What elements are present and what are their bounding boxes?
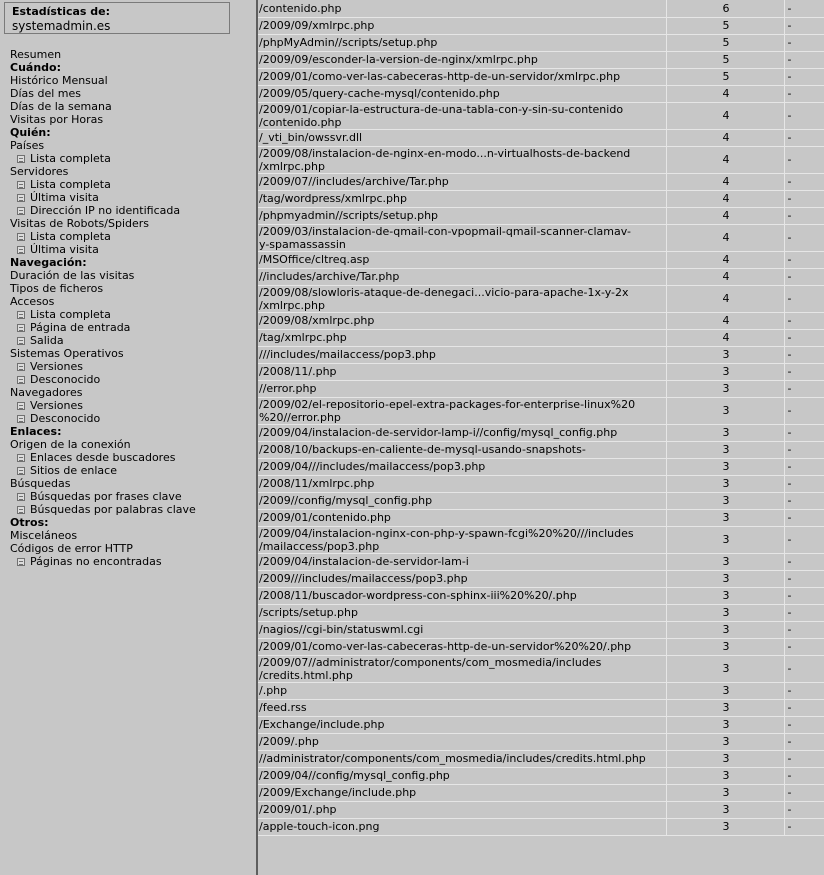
stats-label: Estadísticas de: (12, 5, 111, 18)
referrer-cell: - (784, 818, 824, 835)
referrer-cell: - (784, 0, 824, 17)
menu-link[interactable]: Histórico Mensual (10, 74, 108, 87)
table-row (258, 85, 824, 102)
referrer-cell: - (784, 129, 824, 146)
url-cell: /phpmyadmin//scripts/setup.php (258, 207, 666, 224)
menu-link[interactable]: Visitas de Robots/Spiders (10, 217, 150, 230)
menu-section-heading: Enlaces: (10, 425, 62, 438)
referrer-cell: - (784, 587, 824, 604)
hits-cell: 3 (666, 526, 784, 553)
menu-subitem[interactable] (10, 360, 196, 373)
hits-cell: 5 (666, 17, 784, 34)
list-icon (17, 558, 25, 566)
table-row (258, 587, 824, 604)
menu-subitem-label: Última visita (30, 243, 99, 256)
pages-table-panel (258, 0, 824, 875)
table-row (258, 492, 824, 509)
table-row (258, 801, 824, 818)
url-cell: /2009/Exchange/include.php (258, 784, 666, 801)
hits-cell: 5 (666, 51, 784, 68)
url-cell: /2009/03/instalacion-de-qmail-con-vpopmail-qmail-scanner-clamav- y-spamassassin (258, 224, 666, 251)
menu-subitem-label: Desconocido (30, 412, 101, 425)
url-cell: /2009/09/esconder-la-version-de-nginx/xmlrpc.php (258, 51, 666, 68)
hits-cell: 3 (666, 682, 784, 699)
table-row (258, 475, 824, 492)
referrer-cell: - (784, 34, 824, 51)
menu-subitem-label: Desconocido (30, 373, 101, 386)
referrer-cell: - (784, 397, 824, 424)
table-row (258, 346, 824, 363)
referrer-cell: - (784, 363, 824, 380)
url-cell: /2009/04/instalacion-nginx-con-php-y-spawn-fcgi%20%20///includes /mailaccess/pop3.php (258, 526, 666, 553)
referrer-cell: - (784, 85, 824, 102)
table-row (258, 441, 824, 458)
referrer-cell: - (784, 146, 824, 173)
hits-cell: 4 (666, 207, 784, 224)
url-cell: /tag/xmlrpc.php (258, 329, 666, 346)
site-box (4, 2, 230, 34)
hits-cell: 3 (666, 570, 784, 587)
table-row (258, 767, 824, 784)
table-row (258, 699, 824, 716)
table-row (258, 380, 824, 397)
table-row (258, 329, 824, 346)
hits-cell: 4 (666, 146, 784, 173)
hits-cell: 4 (666, 285, 784, 312)
table-row (258, 173, 824, 190)
url-cell: /2009///includes/mailaccess/pop3.php (258, 570, 666, 587)
menu-section-heading: Quién: (10, 126, 51, 139)
menu-subitem-label: Última visita (30, 191, 99, 204)
menu-subitem-label: Enlaces desde buscadores (30, 451, 176, 464)
hits-cell: 3 (666, 458, 784, 475)
hits-cell: 4 (666, 329, 784, 346)
url-cell: //includes/archive/Tar.php (258, 268, 666, 285)
list-icon (17, 454, 25, 462)
referrer-cell: - (784, 285, 824, 312)
list-icon (17, 311, 25, 319)
menu-section-heading: Cuándo: (10, 61, 61, 74)
hits-cell: 3 (666, 750, 784, 767)
referrer-cell: - (784, 553, 824, 570)
table-row (258, 682, 824, 699)
list-icon (17, 194, 25, 202)
url-cell: /apple-touch-icon.png (258, 818, 666, 835)
hits-cell: 4 (666, 190, 784, 207)
table-row (258, 570, 824, 587)
menu-subitem-label: Lista completa (30, 230, 111, 243)
menu-subitem[interactable] (10, 308, 196, 321)
referrer-cell: - (784, 682, 824, 699)
url-cell: /feed.rss (258, 699, 666, 716)
table-row (258, 458, 824, 475)
url-cell: /2009/09/xmlrpc.php (258, 17, 666, 34)
menu-subitem-label: Lista completa (30, 178, 111, 191)
referrer-cell: - (784, 312, 824, 329)
list-icon (17, 181, 25, 189)
list-icon (17, 493, 25, 501)
table-row (258, 733, 824, 750)
hits-cell: 4 (666, 85, 784, 102)
menu-subitem[interactable] (10, 503, 196, 516)
hits-cell: 4 (666, 129, 784, 146)
referrer-cell: - (784, 329, 824, 346)
url-cell: /nagios//cgi-bin/statuswml.cgi (258, 621, 666, 638)
url-cell: /2009/05/query-cache-mysql/contenido.php (258, 85, 666, 102)
pages-table (258, 0, 824, 836)
referrer-cell: - (784, 17, 824, 34)
referrer-cell: - (784, 424, 824, 441)
table-row (258, 51, 824, 68)
hits-cell: 3 (666, 363, 784, 380)
referrer-cell: - (784, 51, 824, 68)
table-row (258, 17, 824, 34)
table-row (258, 784, 824, 801)
menu-section-heading: Otros: (10, 516, 49, 529)
hits-cell: 3 (666, 346, 784, 363)
url-cell: /contenido.php (258, 0, 666, 17)
menu-link[interactable]: Sistemas Operativos (10, 347, 124, 360)
hits-cell: 4 (666, 173, 784, 190)
menu-link[interactable]: Tipos de ficheros (10, 282, 104, 295)
hits-cell: 3 (666, 655, 784, 682)
referrer-cell: - (784, 638, 824, 655)
menu-link[interactable]: Duración de las visitas (10, 269, 135, 282)
menu-subitem[interactable] (10, 321, 196, 334)
referrer-cell: - (784, 750, 824, 767)
url-cell: /2009/04//config/mysql_config.php (258, 767, 666, 784)
url-cell: /2009/04///includes/mailaccess/pop3.php (258, 458, 666, 475)
referrer-cell: - (784, 699, 824, 716)
url-cell: /2009/01/copiar-la-estructura-de-una-tabla-con-y-sin-su-contenido /contenido.php (258, 102, 666, 129)
table-row (258, 604, 824, 621)
url-cell: //administrator/components/com_mosmedia/includes/credits.html.php (258, 750, 666, 767)
hits-cell: 3 (666, 638, 784, 655)
menu-link[interactable]: Búsquedas (10, 477, 71, 490)
hits-cell: 3 (666, 492, 784, 509)
table-row (258, 68, 824, 85)
url-cell: /phpMyAdmin//scripts/setup.php (258, 34, 666, 51)
hits-cell: 3 (666, 509, 784, 526)
menu-link[interactable]: Misceláneos (10, 529, 78, 542)
table-row (258, 251, 824, 268)
url-cell: /2009/08/slowloris-ataque-de-denegaci...vicio-para-apache-1x-y-2x /xmlrpc.php (258, 285, 666, 312)
menu-link[interactable]: Accesos (10, 295, 55, 308)
menu-subitem[interactable] (10, 152, 196, 165)
referrer-cell: - (784, 251, 824, 268)
table-row (258, 268, 824, 285)
menu-subitem[interactable] (10, 334, 196, 347)
url-cell: /2009/02/el-repositorio-epel-extra-packages-for-enterprise-linux%20 %20//error.php (258, 397, 666, 424)
hits-cell: 5 (666, 68, 784, 85)
menu-link[interactable]: Origen de la conexión (10, 438, 131, 451)
url-cell: /2009/07//includes/archive/Tar.php (258, 173, 666, 190)
hits-cell: 3 (666, 621, 784, 638)
menu-subitem[interactable] (10, 178, 196, 191)
list-icon (17, 246, 25, 254)
referrer-cell: - (784, 346, 824, 363)
hits-cell: 3 (666, 699, 784, 716)
menu-section-heading: Navegación: (10, 256, 87, 269)
menu-subitem[interactable] (10, 555, 196, 568)
menu-link[interactable]: Resumen (10, 48, 62, 61)
hits-cell: 3 (666, 424, 784, 441)
menu-subitem-label: Versiones (30, 399, 83, 412)
referrer-cell: - (784, 475, 824, 492)
menu-link[interactable]: Días del mes (10, 87, 82, 100)
referrer-cell: - (784, 570, 824, 587)
menu-subitem-label: Versiones (30, 360, 83, 373)
referrer-cell: - (784, 509, 824, 526)
list-icon (17, 155, 25, 163)
table-row (258, 621, 824, 638)
hits-cell: 5 (666, 34, 784, 51)
url-cell: /MSOffice/cltreq.asp (258, 251, 666, 268)
hits-cell: 3 (666, 784, 784, 801)
hits-cell: 3 (666, 475, 784, 492)
menu-link[interactable]: Países (10, 139, 45, 152)
url-cell: /2009/08/instalacion-de-nginx-en-modo...n-virtualhosts-de-backend /xmlrpc.php (258, 146, 666, 173)
sidebar-menu (10, 48, 196, 568)
list-icon (17, 207, 25, 215)
referrer-cell: - (784, 604, 824, 621)
table-row (258, 190, 824, 207)
table-row (258, 102, 824, 129)
table-row (258, 716, 824, 733)
referrer-cell: - (784, 224, 824, 251)
url-cell: /Exchange/include.php (258, 716, 666, 733)
url-cell: //error.php (258, 380, 666, 397)
table-row (258, 655, 824, 682)
url-cell: /scripts/setup.php (258, 604, 666, 621)
table-row (258, 363, 824, 380)
referrer-cell: - (784, 380, 824, 397)
menu-subitem-label: Salida (30, 334, 64, 347)
table-row (258, 750, 824, 767)
menu-link[interactable]: Códigos de error HTTP (10, 542, 133, 555)
referrer-cell: - (784, 621, 824, 638)
table-row (258, 285, 824, 312)
url-cell: /.php (258, 682, 666, 699)
table-row (258, 129, 824, 146)
referrer-cell: - (784, 268, 824, 285)
hits-cell: 4 (666, 224, 784, 251)
url-cell: /2008/11/buscador-wordpress-con-sphinx-iii%20%20/.php (258, 587, 666, 604)
url-cell: /2009/04/instalacion-de-servidor-lamp-i//config/mysql_config.php (258, 424, 666, 441)
menu-subitem-label: Páginas no encontradas (30, 555, 162, 568)
menu-subitem[interactable] (10, 490, 196, 503)
referrer-cell: - (784, 68, 824, 85)
hits-cell: 3 (666, 441, 784, 458)
referrer-cell: - (784, 102, 824, 129)
referrer-cell: - (784, 173, 824, 190)
menu-subitem[interactable] (10, 464, 196, 477)
table-row (258, 0, 824, 17)
table-row (258, 638, 824, 655)
url-cell: /2009/01/como-ver-las-cabeceras-http-de-un-servidor%20%20/.php (258, 638, 666, 655)
hits-cell: 3 (666, 716, 784, 733)
hits-cell: 3 (666, 801, 784, 818)
referrer-cell: - (784, 733, 824, 750)
referrer-cell: - (784, 801, 824, 818)
list-icon (17, 337, 25, 345)
url-cell: /2009/01/.php (258, 801, 666, 818)
hits-cell: 6 (666, 0, 784, 17)
table-row (258, 509, 824, 526)
table-row (258, 553, 824, 570)
referrer-cell: - (784, 526, 824, 553)
url-cell: /2009/08/xmlrpc.php (258, 312, 666, 329)
url-cell: /2009/.php (258, 733, 666, 750)
url-cell: /2008/11/.php (258, 363, 666, 380)
hits-cell: 3 (666, 553, 784, 570)
list-icon (17, 324, 25, 332)
table-row (258, 224, 824, 251)
table-row (258, 818, 824, 835)
url-cell: /2009//config/mysql_config.php (258, 492, 666, 509)
hits-cell: 4 (666, 312, 784, 329)
list-icon (17, 506, 25, 514)
hits-cell: 4 (666, 102, 784, 129)
menu-subitem[interactable] (10, 399, 196, 412)
list-icon (17, 363, 25, 371)
url-cell: /2009/01/contenido.php (258, 509, 666, 526)
menu-link[interactable]: Navegadores (10, 386, 83, 399)
hits-cell: 3 (666, 604, 784, 621)
table-row (258, 397, 824, 424)
referrer-cell: - (784, 207, 824, 224)
url-cell: /tag/wordpress/xmlrpc.php (258, 190, 666, 207)
hits-cell: 4 (666, 268, 784, 285)
url-cell: /2009/07//administrator/components/com_mosmedia/includes /credits.html.php (258, 655, 666, 682)
menu-subitem-label: Búsquedas por frases clave (30, 490, 182, 503)
referrer-cell: - (784, 767, 824, 784)
menu-subitem-label: Lista completa (30, 152, 111, 165)
table-row (258, 312, 824, 329)
menu-subitem[interactable] (10, 204, 196, 217)
menu-subitem-label: Sitios de enlace (30, 464, 117, 477)
url-cell: /2009/01/como-ver-las-cabeceras-http-de-un-servidor/xmlrpc.php (258, 68, 666, 85)
menu-subitem[interactable] (10, 412, 196, 425)
referrer-cell: - (784, 492, 824, 509)
menu-subitem-label: Página de entrada (30, 321, 131, 334)
hits-cell: 3 (666, 818, 784, 835)
list-icon (17, 233, 25, 241)
hits-cell: 3 (666, 397, 784, 424)
hits-cell: 3 (666, 733, 784, 750)
table-row (258, 526, 824, 553)
menu-subitem-label: Búsquedas por palabras clave (30, 503, 196, 516)
table-row (258, 424, 824, 441)
url-cell: /_vti_bin/owssvr.dll (258, 129, 666, 146)
hits-cell: 3 (666, 767, 784, 784)
menu-subitem[interactable] (10, 230, 196, 243)
list-icon (17, 402, 25, 410)
menu-subitem[interactable] (10, 451, 196, 464)
referrer-cell: - (784, 716, 824, 733)
hits-cell: 4 (666, 251, 784, 268)
menu-subitem[interactable] (10, 191, 196, 204)
referrer-cell: - (784, 441, 824, 458)
menu-link[interactable]: Servidores (10, 165, 69, 178)
referrer-cell: - (784, 458, 824, 475)
menu-link[interactable]: Días de la semana (10, 100, 112, 113)
hits-cell: 3 (666, 380, 784, 397)
hits-cell: 3 (666, 587, 784, 604)
list-icon (17, 467, 25, 475)
referrer-cell: - (784, 190, 824, 207)
menu-subitem-label: Lista completa (30, 308, 111, 321)
url-cell: /2008/11/xmlrpc.php (258, 475, 666, 492)
referrer-cell: - (784, 784, 824, 801)
url-cell: /2009/04/instalacion-de-servidor-lam-i (258, 553, 666, 570)
menu-subitem-label: Dirección IP no identificada (30, 204, 181, 217)
sidebar (0, 0, 256, 875)
list-icon (17, 376, 25, 384)
list-icon (17, 415, 25, 423)
table-row (258, 146, 824, 173)
url-cell: /2008/10/backups-en-caliente-de-mysql-usando-snapshots- (258, 441, 666, 458)
table-row (258, 34, 824, 51)
url-cell: ///includes/mailaccess/pop3.php (258, 346, 666, 363)
menu-subitem[interactable] (10, 243, 196, 256)
menu-link[interactable]: Visitas por Horas (10, 113, 104, 126)
site-name: systemadmin.es (12, 19, 111, 33)
menu-subitem[interactable] (10, 373, 196, 386)
table-row (258, 207, 824, 224)
referrer-cell: - (784, 655, 824, 682)
